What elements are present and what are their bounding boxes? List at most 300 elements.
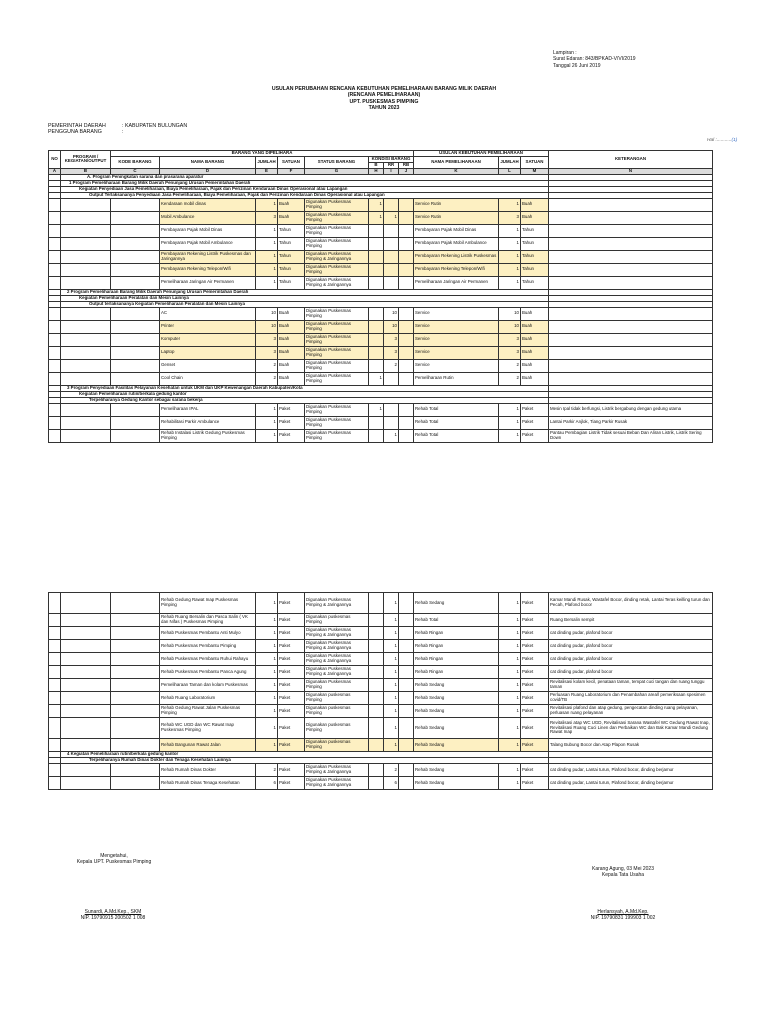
row-status-barang: Digunakan Puskesmas Pimping — [305, 372, 369, 385]
col-jumlah-usulan: JUMLAH — [499, 157, 521, 169]
col-kode-barang: KODE BARANG — [111, 157, 160, 169]
row-kondisi-rb — [399, 346, 414, 359]
row-kondisi-rr: 1 — [384, 627, 399, 640]
row-program — [61, 614, 111, 627]
row-nama-barang: Pemeliharaan IPAL — [160, 403, 256, 416]
row-jumlah: 1 — [256, 627, 278, 640]
row-program — [61, 777, 111, 790]
row-kode-barang — [111, 764, 160, 777]
row-kondisi-b — [369, 739, 384, 752]
row-satuan: Paket — [278, 627, 305, 640]
row-kode-barang — [111, 211, 160, 224]
row-nama-pemeliharaan: Rehab Ringan — [414, 666, 499, 679]
row-jumlah-usulan: 3 — [499, 346, 521, 359]
item-row — [49, 198, 713, 211]
row-satuan-usulan: Paket — [521, 764, 549, 777]
group-barang-dipelihara: BARANG YANG DIPELIHARA — [111, 151, 414, 157]
item-row — [49, 320, 713, 333]
row-kondisi-rr — [384, 237, 399, 250]
row-kondisi-rr: 3 — [384, 346, 399, 359]
row-keterangan: Perluasan Ruang Laboratorium dan Penambahan area/l pemeriksaan spesimen covid/TB — [549, 692, 713, 705]
row-kondisi-rb — [399, 403, 414, 416]
row-kondisi-b: 1 — [369, 211, 384, 224]
row-program — [61, 718, 111, 739]
row-kondisi-b — [369, 250, 384, 263]
column-letter: C — [111, 168, 160, 174]
row-nama-pemeliharaan: Pembayaran Pajak Mobil Dinas — [414, 224, 499, 237]
section-label: 4 Kegiatan Pemeliharaan rutin/berkala gedung kantor — [61, 752, 549, 758]
row-kondisi-b — [369, 679, 384, 692]
item-row — [49, 416, 713, 429]
row-kode-barang — [111, 679, 160, 692]
row-satuan-usulan: Paket — [521, 593, 549, 614]
row-kondisi-b — [369, 237, 384, 250]
column-letter: G — [305, 168, 369, 174]
row-satuan-usulan: Tahun — [521, 263, 549, 276]
row-jumlah: 2 — [256, 372, 278, 385]
row-kode-barang — [111, 653, 160, 666]
row-kode-barang — [111, 739, 160, 752]
row-jumlah: 1 — [256, 429, 278, 442]
row-kondisi-rb — [399, 359, 414, 372]
row-satuan: Paket — [278, 679, 305, 692]
row-satuan: Tahun — [278, 237, 305, 250]
row-kode-barang — [111, 237, 160, 250]
row-nama-barang: Pembayaran Rekening Listrik Puskesmas dan Jaringannya — [160, 250, 256, 263]
item-row — [49, 593, 713, 614]
row-kondisi-rb — [399, 764, 414, 777]
item-row — [49, 359, 713, 372]
maintenance-table-page-2 — [48, 592, 713, 790]
row-nama-pemeliharaan: Rehab Total — [414, 614, 499, 627]
row-kode-barang — [111, 307, 160, 320]
row-jumlah: 1 — [256, 739, 278, 752]
row-kondisi-rr: 6 — [384, 777, 399, 790]
row-keterangan: cat dinding pudar, plafond bocor — [549, 627, 713, 640]
row-kondisi-b — [369, 764, 384, 777]
row-status-barang: Digunakan Puskesmas Pimping — [305, 198, 369, 211]
row-kondisi-rb — [399, 640, 414, 653]
item-row — [49, 777, 713, 790]
row-status-barang: Digunakan Puskesmas Pimping — [305, 307, 369, 320]
row-satuan: Paket — [278, 593, 305, 614]
row-kondisi-rr: 1 — [384, 429, 399, 442]
row-keterangan: Revitalisasi plafond dan atap gedung, pengecatan dinding ruang pelayanan, perluasan ruang pelayanan — [549, 705, 713, 718]
row-status-barang: Digunakan Puskesmas Pimping & Jaringannya — [305, 276, 369, 289]
row-jumlah-usulan: 1 — [499, 679, 521, 692]
row-nama-pemeliharaan: Rehab Sedang — [414, 705, 499, 718]
hal-label: Hal :........... — [707, 138, 732, 143]
row-jumlah-usulan: 1 — [499, 593, 521, 614]
row-nama-barang: Rehab Instalasi Listrik Gedung Puskesmas Pimping — [160, 429, 256, 442]
row-kode-barang — [111, 320, 160, 333]
signature-left-name — [58, 909, 168, 921]
row-status-barang: Digunakan Puskesmas Pimping — [305, 679, 369, 692]
row-kondisi-rr: 1 — [384, 705, 399, 718]
row-jumlah: 1 — [256, 593, 278, 614]
row-no — [49, 320, 61, 333]
row-jumlah: 1 — [256, 718, 278, 739]
row-kondisi-rb — [399, 718, 414, 739]
row-keterangan — [549, 237, 713, 250]
row-keterangan — [549, 211, 713, 224]
row-nama-pemeliharaan: Rehab Ringan — [414, 627, 499, 640]
row-no — [49, 640, 61, 653]
row-status-barang: Digunakan puskesmas Pimping — [305, 739, 369, 752]
row-nama-pemeliharaan: Service — [414, 346, 499, 359]
section-label: 1 Program Pemeliharaan Barang Milik Daerah Penunjang Urusan Pemerintahan Daerah — [61, 180, 549, 186]
section-label: Kegiatan Penyediaan Jasa Pemeliharaan, Biaya Pemeliharaan, Pajak dan Perizinan Kendaraan Dinas Operasional atau Lapangan — [61, 186, 549, 192]
row-jumlah-usulan: 1 — [499, 705, 521, 718]
row-kondisi-rr — [384, 276, 399, 289]
row-status-barang: Digunakan Puskesmas Pimping — [305, 359, 369, 372]
item-row — [49, 429, 713, 442]
item-row — [49, 403, 713, 416]
col-kondisi: KONDISI BARANG — [369, 157, 414, 163]
row-no — [49, 198, 61, 211]
row-no — [49, 692, 61, 705]
row-satuan: Buah — [278, 359, 305, 372]
row-nama-pemeliharaan: Rehab Sedang — [414, 593, 499, 614]
row-jumlah: 3 — [256, 346, 278, 359]
item-row — [49, 692, 713, 705]
row-satuan: Paket — [278, 692, 305, 705]
row-satuan: Tahun — [278, 263, 305, 276]
row-program — [61, 653, 111, 666]
row-kondisi-rr: 1 — [384, 718, 399, 739]
row-kondisi-rr — [384, 372, 399, 385]
row-kondisi-rb — [399, 679, 414, 692]
row-jumlah: 1 — [256, 679, 278, 692]
column-letter: A — [49, 168, 61, 174]
row-kondisi-rr: 10 — [384, 307, 399, 320]
row-status-barang: Digunakan Puskesmas Pimping & Jaringannya — [305, 666, 369, 679]
row-program — [61, 640, 111, 653]
row-no — [49, 429, 61, 442]
row-kondisi-b — [369, 640, 384, 653]
row-jumlah: 1 — [256, 692, 278, 705]
row-nama-barang: Rehab Gedung Rawat Jalan Puskesmas Pimping — [160, 705, 256, 718]
row-kondisi-rb — [399, 416, 414, 429]
group-usulan: USULAN KEBUTUHAN PEMELIHARAAN — [414, 151, 549, 157]
row-no — [49, 705, 61, 718]
col-kondisi-rb: RB — [399, 162, 414, 168]
row-program — [61, 250, 111, 263]
row-nama-barang: Genset — [160, 359, 256, 372]
row-status-barang: Digunakan Puskesmas Pimping & Jaringannya — [305, 593, 369, 614]
col-nama-pemeliharaan: NAMA PEMELIHARAAN — [414, 157, 499, 169]
row-jumlah: 2 — [256, 764, 278, 777]
row-jumlah: 2 — [256, 359, 278, 372]
row-satuan: Paket — [278, 403, 305, 416]
item-row — [49, 614, 713, 627]
section-label: Terpeliharanya Gedung Kantor sebagai sarana bekerja — [61, 397, 549, 403]
row-kode-barang — [111, 666, 160, 679]
item-row — [49, 346, 713, 359]
item-row — [49, 276, 713, 289]
row-jumlah-usulan: 1 — [499, 666, 521, 679]
row-status-barang: Digunakan Puskesmas Pimping & Jaringannya — [305, 627, 369, 640]
row-kondisi-b — [369, 666, 384, 679]
row-satuan-usulan: Paket — [521, 416, 549, 429]
sign-nama: Sunardi, A.Md.Kep., SKM — [84, 909, 142, 915]
row-program — [61, 320, 111, 333]
row-satuan: Paket — [278, 640, 305, 653]
row-kode-barang — [111, 627, 160, 640]
row-satuan: Buah — [278, 320, 305, 333]
row-kondisi-rb — [399, 614, 414, 627]
row-kondisi-rb — [399, 739, 414, 752]
row-satuan-usulan: Buah — [521, 320, 549, 333]
row-kondisi-b — [369, 593, 384, 614]
row-kondisi-rr: 1 — [384, 679, 399, 692]
row-keterangan: cat dinding pudar, plafond bocor — [549, 653, 713, 666]
item-row — [49, 627, 713, 640]
row-kondisi-b — [369, 359, 384, 372]
row-status-barang: Digunakan puskesmas Pimping — [305, 705, 369, 718]
section-label: A. Program Peningkatan sarana dan prasarana aparatur — [61, 174, 549, 180]
row-status-barang: Digunakan Puskesmas Pimping & Jaringannya — [305, 640, 369, 653]
row-no — [49, 276, 61, 289]
meta-value: : — [122, 129, 124, 136]
row-satuan: Paket — [278, 614, 305, 627]
row-keterangan — [549, 333, 713, 346]
row-kondisi-rb — [399, 372, 414, 385]
row-satuan-usulan: Paket — [521, 739, 549, 752]
row-status-barang: Digunakan Puskesmas Pimping — [305, 416, 369, 429]
row-jumlah: 1 — [256, 237, 278, 250]
row-no — [49, 416, 61, 429]
row-nama-pemeliharaan: Service — [414, 307, 499, 320]
row-jumlah: 1 — [256, 653, 278, 666]
row-jumlah-usulan: 1 — [499, 614, 521, 627]
row-kondisi-b — [369, 346, 384, 359]
row-nama-barang: Rehab Puskesmas Pembantu Anti Mulyo — [160, 627, 256, 640]
row-nama-pemeliharaan: Rehab Sedang — [414, 692, 499, 705]
row-program — [61, 627, 111, 640]
row-satuan: Paket — [278, 764, 305, 777]
row-kondisi-rr: 1 — [384, 211, 399, 224]
row-no — [49, 237, 61, 250]
signature-right-name — [568, 909, 678, 921]
row-kondisi-rb — [399, 250, 414, 263]
row-jumlah-usulan: 1 — [499, 764, 521, 777]
title-line: UPT. PUSKESMAS PIMPING — [349, 98, 419, 105]
section-label: Kegiatan Pemeliharaan Peralatan dan Mesin Lainnya — [61, 295, 549, 301]
row-no — [49, 372, 61, 385]
row-jumlah-usulan: 1 — [499, 429, 521, 442]
row-satuan: Paket — [278, 718, 305, 739]
meta-value: : KABUPATEN BULUNGAN — [122, 123, 188, 129]
row-status-barang: Digunakan puskesmas Pimping — [305, 718, 369, 739]
item-row — [49, 250, 713, 263]
column-letter: K — [414, 168, 499, 174]
row-no — [49, 250, 61, 263]
row-status-barang: Digunakan Puskesmas Pimping — [305, 211, 369, 224]
row-jumlah: 1 — [256, 666, 278, 679]
row-kondisi-rr — [384, 224, 399, 237]
sign-jabatan: Kepala UPT. Puskesmas Pimping — [76, 859, 152, 866]
row-status-barang: Digunakan Puskesmas Pimping — [305, 224, 369, 237]
row-keterangan: Revitalisasi kolam kecil, penataan taman, tempat cuci tangan dan ruang tunggu taman — [549, 679, 713, 692]
row-jumlah: 1 — [256, 416, 278, 429]
column-letter: N — [549, 168, 713, 174]
row-satuan: Buah — [278, 346, 305, 359]
row-program — [61, 359, 111, 372]
row-satuan-usulan: Tahun — [521, 276, 549, 289]
row-satuan-usulan: Paket — [521, 705, 549, 718]
sign-jabatan: Kepala Tata Usaha — [601, 872, 645, 879]
row-kode-barang — [111, 718, 160, 739]
row-no — [49, 333, 61, 346]
row-kondisi-b — [369, 307, 384, 320]
row-kondisi-rr: 1 — [384, 653, 399, 666]
column-letter: I — [384, 168, 399, 174]
row-satuan-usulan: Paket — [521, 666, 549, 679]
row-jumlah-usulan: 2 — [499, 372, 521, 385]
row-nama-barang: Pembayaran Rekening Telepon/Wifi — [160, 263, 256, 276]
row-kondisi-rr: 1 — [384, 692, 399, 705]
row-keterangan — [549, 320, 713, 333]
row-kode-barang — [111, 777, 160, 790]
column-letter: H — [369, 168, 384, 174]
row-jumlah-usulan: 3 — [499, 333, 521, 346]
column-letter: L — [499, 168, 521, 174]
row-satuan: Tahun — [278, 224, 305, 237]
row-satuan-usulan: Paket — [521, 718, 549, 739]
row-jumlah-usulan: 1 — [499, 416, 521, 429]
row-status-barang: Digunakan Puskesmas Pimping — [305, 263, 369, 276]
row-kondisi-rr: 3 — [384, 333, 399, 346]
row-kondisi-rr: 1 — [384, 666, 399, 679]
row-program — [61, 739, 111, 752]
row-satuan: Buah — [278, 211, 305, 224]
row-satuan: Paket — [278, 416, 305, 429]
row-jumlah: 1 — [256, 705, 278, 718]
row-no — [49, 403, 61, 416]
row-jumlah-usulan: 1 — [499, 692, 521, 705]
row-satuan-usulan: Buah — [521, 359, 549, 372]
signature-right — [568, 866, 678, 878]
row-no — [49, 263, 61, 276]
row-kondisi-rr — [384, 250, 399, 263]
row-no — [49, 718, 61, 739]
row-nama-pemeliharaan: Rehab Total — [414, 416, 499, 429]
row-nama-pemeliharaan: Rehab Sedang — [414, 718, 499, 739]
row-status-barang: Digunakan puskesmas Pimping — [305, 614, 369, 627]
row-kondisi-b — [369, 263, 384, 276]
item-row — [49, 666, 713, 679]
row-satuan-usulan: Buah — [521, 211, 549, 224]
row-nama-barang: Pembayaran Pajak Mobil Dinas — [160, 224, 256, 237]
row-jumlah-usulan: 10 — [499, 307, 521, 320]
row-jumlah-usulan: 1 — [499, 224, 521, 237]
row-program — [61, 237, 111, 250]
row-nama-barang: Rehab Bangunan Rawat Jalan — [160, 739, 256, 752]
row-nama-pemeliharaan: Service Rutin — [414, 198, 499, 211]
item-row — [49, 764, 713, 777]
row-nama-barang: Printer — [160, 320, 256, 333]
row-satuan: Paket — [278, 777, 305, 790]
row-jumlah: 1 — [256, 640, 278, 653]
row-nama-barang: Rehab WC UGD dan WC Rawat Inap Puskesmas Pimping — [160, 718, 256, 739]
row-nama-pemeliharaan: Rehab Sedang — [414, 777, 499, 790]
row-kondisi-b — [369, 320, 384, 333]
row-keterangan — [549, 263, 713, 276]
item-row — [49, 739, 713, 752]
row-nama-barang: Rehab Rumah Dinas Dokter — [160, 764, 256, 777]
row-kondisi-rb — [399, 276, 414, 289]
row-nama-barang: Pemeliharaan Taman dan kolam Puskesmas — [160, 679, 256, 692]
row-jumlah: 1 — [256, 250, 278, 263]
row-program — [61, 224, 111, 237]
row-kondisi-rr — [384, 416, 399, 429]
row-keterangan — [549, 346, 713, 359]
row-kondisi-b: 1 — [369, 372, 384, 385]
row-jumlah-usulan: 1 — [499, 198, 521, 211]
lampiran-surat: Surat Edaran: 843/BPKAD-V/VI/2019 — [553, 56, 636, 63]
row-satuan-usulan: Buah — [521, 372, 549, 385]
row-program — [61, 692, 111, 705]
row-satuan: Buah — [278, 198, 305, 211]
row-kondisi-rb — [399, 211, 414, 224]
row-nama-pemeliharaan: Rehab Ringan — [414, 640, 499, 653]
row-satuan-usulan: Paket — [521, 692, 549, 705]
sign-nama: Herlansyah, A.Md.Kep. — [597, 909, 649, 915]
row-satuan: Tahun — [278, 276, 305, 289]
row-satuan-usulan: Paket — [521, 679, 549, 692]
row-nama-pemeliharaan: Pembayaran Rekening Listrik Puskesmas — [414, 250, 499, 263]
row-kondisi-rr: 10 — [384, 320, 399, 333]
row-nama-pemeliharaan: Rehab Total — [414, 429, 499, 442]
row-program — [61, 705, 111, 718]
hal-value: (1) — [731, 138, 738, 143]
signature-left — [64, 853, 164, 865]
section-label: Output Terlaksananya Penyediaan Jasa Pemeliharaan, Biaya Pemeliharaan, Pajak dan Perizinan Kendaraan Dinas Operasional atau Lapangan — [61, 192, 549, 198]
row-nama-pemeliharaan: Rehab Total — [414, 403, 499, 416]
sign-nip: NIP. 19790915 200502 1 008 — [80, 915, 146, 922]
row-satuan: Buah — [278, 333, 305, 346]
row-kondisi-rr — [384, 403, 399, 416]
row-satuan-usulan: Tahun — [521, 250, 549, 263]
row-kode-barang — [111, 705, 160, 718]
item-row — [49, 705, 713, 718]
row-kondisi-b — [369, 429, 384, 442]
row-satuan-usulan: Tahun — [521, 224, 549, 237]
col-satuan-usulan: SATUAN — [521, 157, 549, 169]
row-status-barang: Digunakan Puskesmas Pimping — [305, 429, 369, 442]
row-kode-barang — [111, 346, 160, 359]
row-program — [61, 198, 111, 211]
row-kode-barang — [111, 224, 160, 237]
row-kondisi-b: 1 — [369, 403, 384, 416]
row-kondisi-rr — [384, 198, 399, 211]
row-nama-barang: AC — [160, 307, 256, 320]
row-kode-barang — [111, 276, 160, 289]
row-kondisi-rb — [399, 593, 414, 614]
row-kondisi-b — [369, 416, 384, 429]
row-nama-barang: Rehabilitasi Parkir Ambulance — [160, 416, 256, 429]
item-row — [49, 211, 713, 224]
row-no — [49, 307, 61, 320]
row-program — [61, 276, 111, 289]
row-no — [49, 346, 61, 359]
row-program — [61, 764, 111, 777]
item-row — [49, 653, 713, 666]
row-satuan-usulan: Paket — [521, 614, 549, 627]
row-keterangan — [549, 198, 713, 211]
row-satuan: Paket — [278, 653, 305, 666]
